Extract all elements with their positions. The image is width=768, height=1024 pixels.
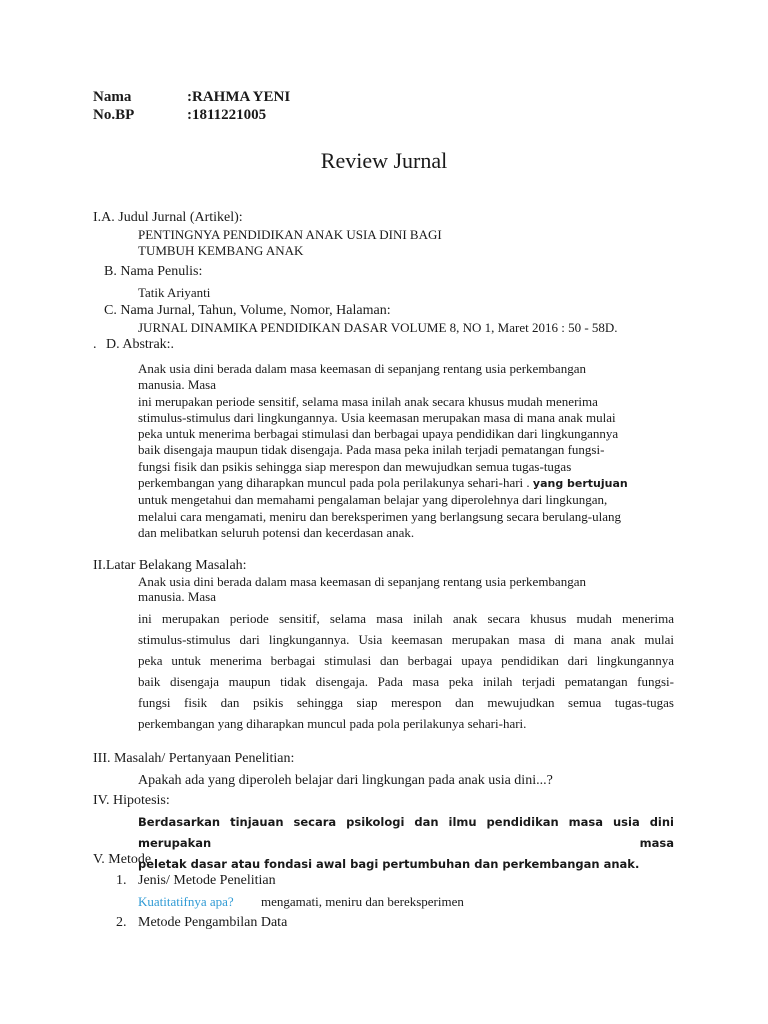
metode-heading: V. Metode: [93, 852, 152, 867]
latar-line: fungsi fisik dan psikis sehingga siap merespon dan mewujudkan semua tugas-tugas: [138, 695, 674, 710]
abstrak-line: baik disengaja maupun tidak disengaja. Pada masa peka inilah terjadi pematangan fungsi-: [138, 442, 605, 458]
latar-line: peka untuk menerima berbagai stimulasi dan berbagai upaya pendidikan dari lingkungannya: [138, 653, 674, 668]
name-value: :RAHMA YENI: [187, 89, 291, 105]
metode-item-1-number: 1.: [116, 873, 127, 888]
jurnal-info: JURNAL DINAMIKA PENDIDIKAN DASAR VOLUME 8, NO 1, Maret 2016 : 50 - 58D.: [138, 320, 618, 335]
judul-heading: I.A. Judul Jurnal (Artikel):: [93, 210, 243, 225]
name-label: Nama: [93, 89, 132, 105]
abstrak-bold-text: yang bertujuan: [532, 477, 628, 491]
kuatitatif-answer: mengamati, meniru dan bereksperimen: [261, 894, 464, 909]
latar-line: stimulus-stimulus dari lingkungannya. Usia keemasan merupakan masa di mana anak mulai: [138, 632, 674, 647]
hipotesis-line: peletak dasar atau fondasi awal bagi pertumbuhan dan perkembangan anak.: [138, 857, 640, 871]
judul-line-2: TUMBUH KEMBANG ANAK: [138, 243, 304, 258]
abstrak-line: melalui cara mengamati, meniru dan bereksperimen yang berlangsung secara berulang-ulang: [138, 508, 621, 524]
abstrak-line: [138, 475, 628, 492]
abstrak-line: peka untuk menerima berbagai stimulasi dan berbagai upaya pendidikan dari lingkungannya: [138, 426, 619, 442]
abstrak-line-text: perkembangan yang diharapkan muncul pada pola perilakunya sehari-hari .: [138, 475, 530, 491]
masalah-heading: III. Masalah/ Pertanyaan Penelitian:: [93, 751, 295, 766]
bp-label: No.BP: [93, 107, 135, 123]
abstrak-line: manusia. Masa: [138, 377, 216, 393]
page-title: Review Jurnal: [320, 148, 448, 173]
abstrak-line: ini merupakan periode sensitif, selama masa inilah anak secara khusus mudah menerima: [138, 393, 598, 409]
abstrak-line: fungsi fisik dan psikis sehingga siap merespon dan mewujudkan semua tugas-tugas: [138, 458, 572, 474]
abstrak-prefix: .: [93, 337, 97, 352]
latar-heading: II.Latar Belakang Masalah:: [93, 558, 247, 573]
penulis-name: Tatik Ariyanti: [138, 285, 211, 300]
penulis-heading: B. Nama Penulis:: [104, 264, 203, 279]
latar-line: ini merupakan periode sensitif, selama masa inilah anak secara khusus mudah menerima: [138, 611, 674, 626]
latar-line: Anak usia dini berada dalam masa keemasan di sepanjang rentang usia perkembangan: [138, 574, 586, 589]
abstrak-line: dan melibatkan seluruh potensi dan kecerdasan anak.: [138, 524, 415, 540]
metode-item-2: Metode Pengambilan Data: [138, 915, 288, 930]
latar-line: baik disengaja maupun tidak disengaja. Pada masa peka inilah terjadi pematangan fungsi-: [138, 674, 674, 689]
latar-line: perkembangan yang diharapkan muncul pada pola perilakunya sehari-hari.: [138, 716, 527, 731]
abstrak-heading: D. Abstrak:.: [106, 337, 175, 352]
hipotesis-text: [138, 812, 674, 875]
judul-line-1: PENTINGNYA PENDIDIKAN ANAK USIA DINI BAGI: [138, 227, 442, 242]
bp-value: :1811221005: [187, 107, 267, 123]
metode-item-2-number: 2.: [116, 915, 127, 930]
latar-intro: [138, 574, 586, 604]
kuatitatif-question: Kuatitatifnya apa?: [138, 894, 234, 909]
latar-body: [138, 608, 674, 734]
abstrak-line: Anak usia dini berada dalam masa keemasan di sepanjang rentang usia perkembangan: [138, 361, 586, 376]
abstrak-block: [138, 361, 628, 541]
abstrak-line: untuk mengetahui dan memahami pengalaman belajar yang diperolehnya dari lingkungan,: [138, 492, 608, 508]
hipotesis-heading: IV. Hipotesis:: [93, 793, 170, 808]
jurnal-heading: C. Nama Jurnal, Tahun, Volume, Nomor, Halaman:: [104, 303, 391, 318]
latar-line: manusia. Masa: [138, 589, 216, 604]
hipotesis-line: Berdasarkan tinjauan secara psikologi dan ilmu pendidikan masa usia dini merupakan masa: [138, 815, 674, 850]
metode-item-1: Jenis/ Metode Penelitian: [138, 873, 276, 888]
masalah-text: Apakah ada yang diperoleh belajar dari lingkungan pada anak usia dini...?: [138, 773, 553, 788]
abstrak-line: stimulus-stimulus dari lingkungannya. Usia keemasan merupakan masa di mana anak mulai: [138, 409, 616, 425]
